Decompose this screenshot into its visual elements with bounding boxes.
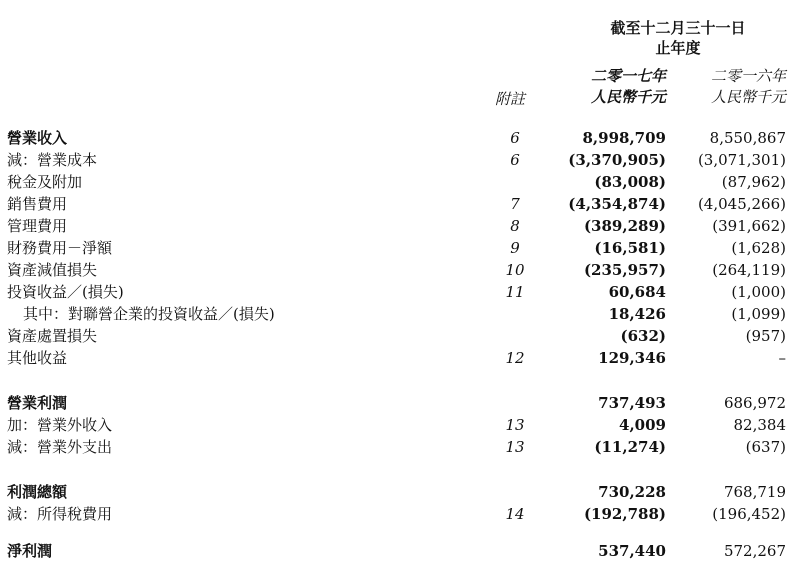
row-label: 減：營業成本 (7, 151, 98, 169)
row-value-2017: (192,788) (583, 505, 666, 523)
table-row (0, 304, 800, 325)
table-row (0, 260, 800, 281)
row-value-2017: 18,426 (608, 305, 666, 323)
row-value-2016: (196,452) (712, 505, 786, 523)
row-note: 14 (505, 505, 525, 523)
row-value-2016: (637) (745, 438, 786, 456)
row-value-2017: (11,274) (594, 438, 666, 456)
table-row (0, 415, 800, 436)
row-label: 利潤總額 (7, 483, 68, 501)
row-value-2017: (389,289) (583, 217, 666, 235)
row-note: 13 (505, 416, 525, 434)
row-value-2017: 129,346 (598, 349, 666, 367)
row-note: 11 (505, 283, 525, 301)
column-header-2017 (591, 66, 666, 108)
row-value-2016: (957) (745, 327, 786, 345)
row-value-2016: (1,628) (731, 239, 786, 257)
row-label: 銷售費用 (7, 195, 68, 213)
table-row (0, 194, 800, 215)
row-note: 13 (505, 438, 525, 456)
row-value-2016: 82,384 (733, 416, 786, 434)
row-note: 8 (510, 217, 520, 235)
row-label: 財務費用－淨額 (7, 239, 113, 257)
row-note: 9 (510, 239, 520, 257)
row-value-2016: 686,972 (723, 394, 786, 412)
period-header (560, 18, 796, 58)
table-row (0, 282, 800, 303)
row-value-2016: (1,099) (731, 305, 786, 323)
column-2017-unit: 人民幣千元 (590, 88, 666, 106)
period-line-2: 止年度 (655, 39, 701, 57)
row-value-2016: (264,119) (712, 261, 786, 279)
row-label: 淨利潤 (7, 542, 53, 560)
row-value-2017: 8,998,709 (582, 129, 666, 147)
row-label: 其他收益 (7, 349, 68, 367)
row-value-2016: 572,267 (723, 542, 786, 560)
column-2016-unit: 人民幣千元 (710, 88, 786, 106)
row-value-2017: (83,008) (594, 173, 666, 191)
row-label: 資產處置損失 (7, 327, 98, 345)
column-2017-year: 二零一七年 (590, 67, 666, 85)
row-label: 營業收入 (7, 129, 68, 147)
row-label: 營業利潤 (7, 394, 68, 412)
row-label: 加：營業外收入 (7, 416, 113, 434)
row-value-2016: 8,550,867 (709, 129, 786, 147)
row-label: 管理費用 (7, 217, 68, 235)
table-row (0, 238, 800, 259)
row-note: 6 (510, 129, 520, 147)
row-label: 稅金及附加 (7, 173, 83, 191)
row-value-2016: 768,719 (723, 483, 786, 501)
row-label: 投資收益／(損失) (7, 283, 124, 301)
column-2016-year: 二零一六年 (710, 67, 786, 85)
table-row (0, 393, 800, 414)
row-value-2017: 60,684 (608, 283, 666, 301)
row-value-2016: (87,962) (721, 173, 786, 191)
row-value-2017: (4,354,874) (568, 195, 666, 213)
row-value-2016: (3,071,301) (697, 151, 786, 169)
table-row (0, 504, 800, 525)
column-header-note: 附註 (494, 90, 525, 108)
row-note: 10 (505, 261, 525, 279)
row-label: 減：所得稅費用 (7, 505, 113, 523)
row-value-2017: (3,370,905) (568, 151, 666, 169)
row-value-2017: 737,493 (598, 394, 666, 412)
row-value-2017: (16,581) (594, 239, 666, 257)
row-label: 資產減值損失 (7, 261, 98, 279)
row-value-2017: 4,009 (619, 416, 666, 434)
row-value-2017: (632) (620, 327, 666, 345)
row-value-2017: (235,957) (583, 261, 666, 279)
column-header-2016 (711, 66, 786, 108)
row-value-2017: 537,440 (598, 542, 666, 560)
table-row (0, 541, 800, 562)
row-value-2016: (4,045,266) (697, 195, 786, 213)
table-row (0, 150, 800, 171)
row-note: 12 (505, 349, 525, 367)
row-label: 其中：對聯營企業的投資收益／(損失) (23, 305, 275, 323)
row-value-2016: (1,000) (731, 283, 786, 301)
table-row (0, 437, 800, 458)
row-label: 減：營業外支出 (7, 438, 113, 456)
row-value-2016: (391,662) (712, 217, 786, 235)
table-row (0, 128, 800, 149)
table-row (0, 482, 800, 503)
table-row (0, 172, 800, 193)
row-value-2017: 730,228 (598, 483, 666, 501)
table-row (0, 326, 800, 347)
table-row (0, 216, 800, 237)
row-note: 7 (510, 195, 520, 213)
table-row (0, 348, 800, 369)
row-note: 6 (510, 151, 520, 169)
row-value-2016: – (778, 349, 786, 367)
period-line-1: 截至十二月三十一日 (610, 19, 746, 37)
